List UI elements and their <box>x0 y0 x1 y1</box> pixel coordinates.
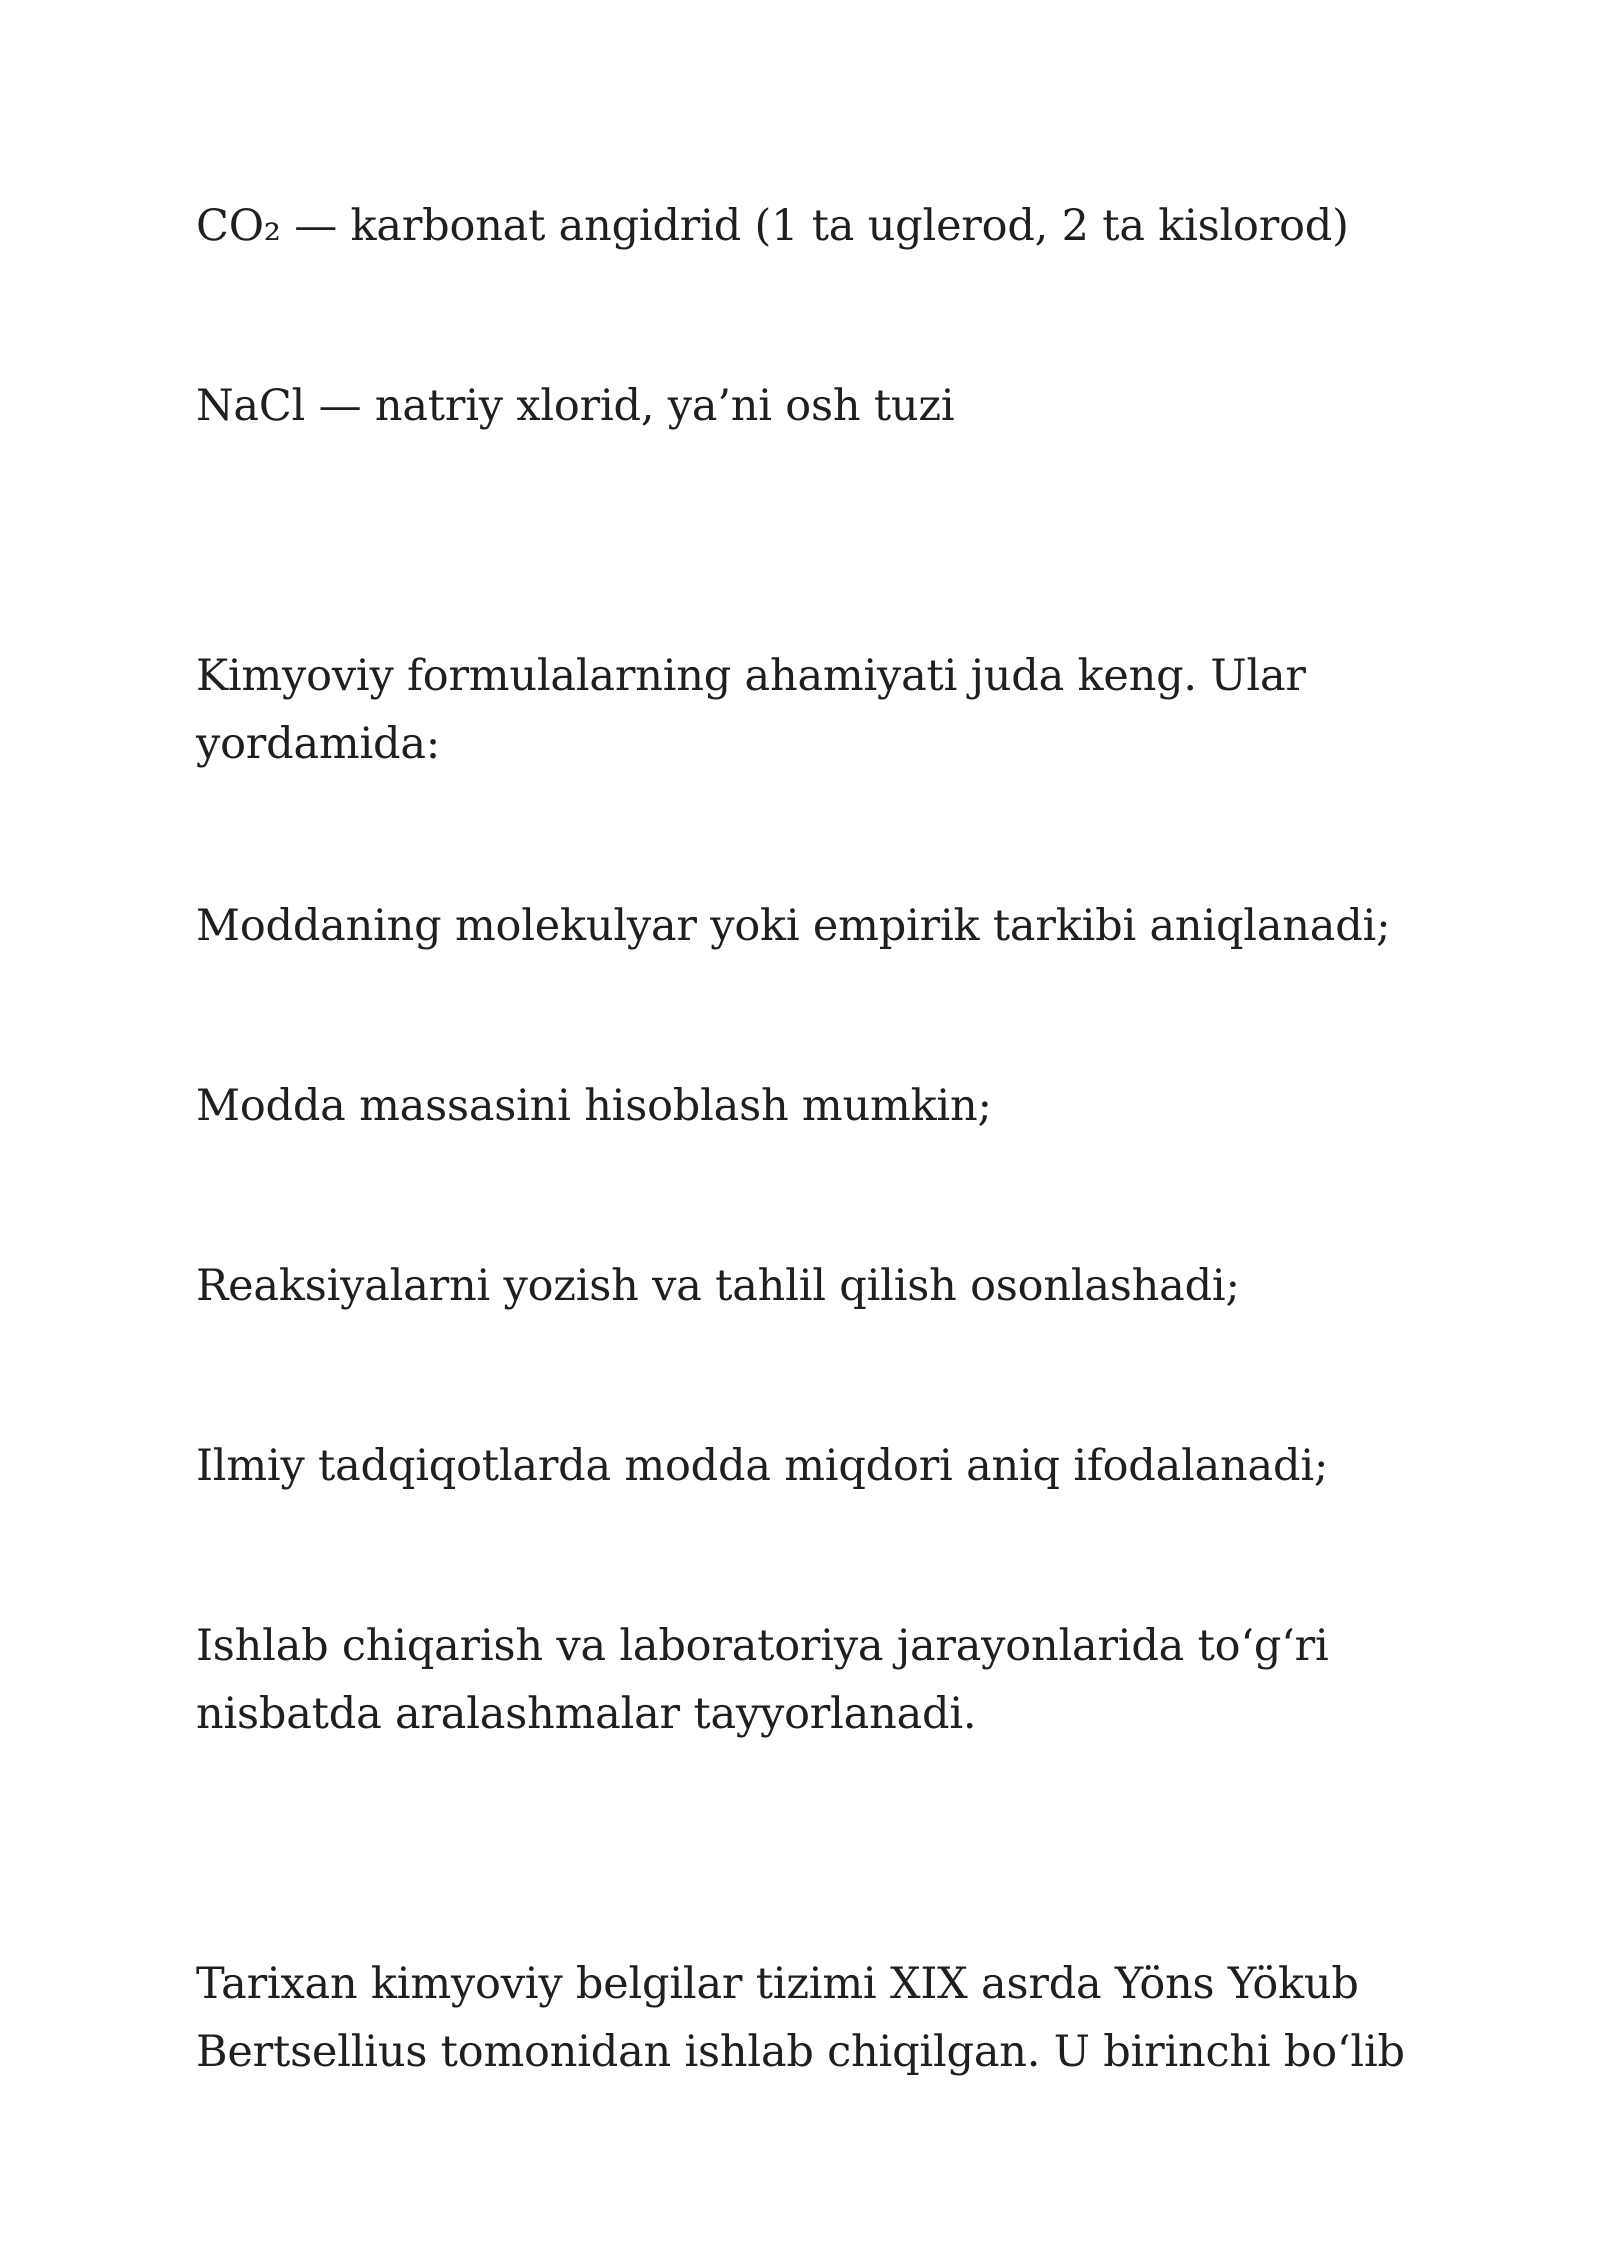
list-item-production: Ishlab chiqarish va laboratoriya jarayonlarida to‘g‘ri nisbatda aralashmalar tayyorlanadi. <box>196 1621 1329 1739</box>
importance-intro-paragraph: Kimyoviy formulalarning ahamiyati juda keng. Ular yordamida: <box>196 651 1306 769</box>
list-item-mass: Modda massasini hisoblash mumkin; <box>196 1081 992 1131</box>
formula-co2-paragraph: CO₂ — karbonat angidrid (1 ta uglerod, 2 ta kislorod) <box>196 201 1349 251</box>
list-item-composition: Moddaning molekulyar yoki empirik tarkibi aniqlanadi; <box>196 901 1391 951</box>
formula-nacl-paragraph: NaCl — natriy xlorid, ya’ni osh tuzi <box>196 381 955 431</box>
list-item-reactions: Reaksiyalarni yozish va tahlil qilish osonlashadi; <box>196 1261 1240 1311</box>
list-item-research: Ilmiy tadqiqotlarda modda miqdori aniq ifodalanadi; <box>196 1441 1329 1491</box>
history-paragraph: Tarixan kimyoviy belgilar tizimi XIX asrda Yöns Yökub Bertsellius tomonidan ishlab chiqilgan. U birinchi bo‘lib <box>196 1959 1405 2077</box>
